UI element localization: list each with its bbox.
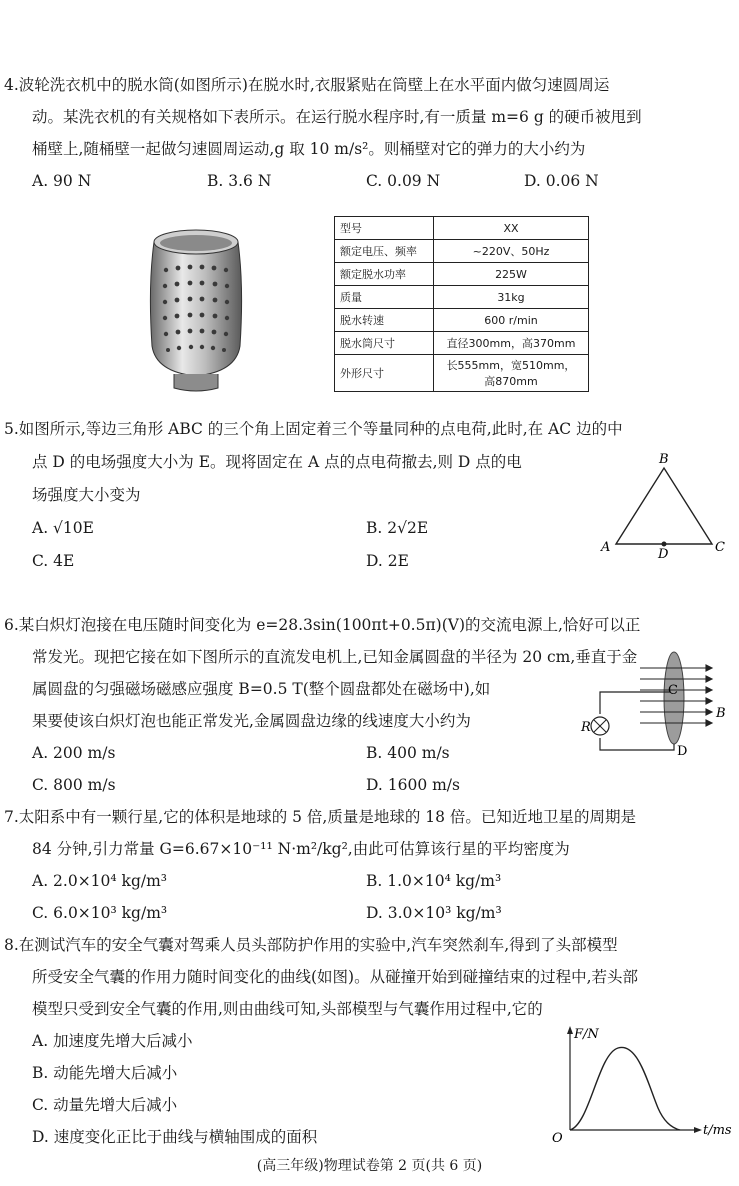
q6-option-b: B. 400 m/s (366, 744, 450, 762)
q8-option-c: C. 动量先增大后减小 (32, 1096, 178, 1114)
spec-key: 额定脱水功率 (335, 263, 434, 286)
q8-line-3: 模型只受到安全气囊的作用,则由曲线可知,头部模型与气囊作用过程中,它的 (32, 1000, 543, 1018)
metal-disk (664, 652, 684, 744)
q8-option-d: D. 速度变化正比于曲线与横轴围成的面积 (32, 1128, 318, 1146)
q7-option-a: A. 2.0×10⁴ kg/m³ (32, 872, 167, 890)
table-row (335, 217, 589, 240)
q5-option-b: B. 2√2E (366, 519, 429, 537)
y-axis-label: F/N (574, 1027, 599, 1042)
label-b: B (716, 706, 726, 721)
q6-option-a: A. 200 m/s (32, 744, 116, 762)
q5-line-2: 点 D 的电场强度大小为 E。现将固定在 A 点的点电荷撤去,则 D 点的电 (32, 453, 522, 471)
x-axis-label: t/ms (703, 1123, 732, 1138)
spec-value-line-2: 高870mm (484, 375, 538, 388)
q7-line-1: 7.太阳系中有一颗行星,它的体积是地球的 5 倍,质量是地球的 18 倍。已知近地卫星的周期是 (4, 808, 636, 826)
generator-figure (578, 648, 736, 760)
spec-value: ~220V、50Hz (434, 240, 589, 263)
spec-value: XX (434, 217, 589, 240)
spec-key: 质量 (335, 286, 434, 309)
q4-line-1: 4.波轮洗衣机中的脱水筒(如图所示)在脱水时,衣服紧贴在筒壁上在水平面内做匀速圆周运 (4, 76, 610, 94)
spec-key: 外形尺寸 (335, 355, 434, 392)
q6-line-4: 果要使该白炽灯泡也能正常发光,金属圆盘边缘的线速度大小约为 (32, 712, 471, 730)
table-row (335, 355, 589, 392)
spec-value: 31kg (434, 286, 589, 309)
q5-line-3: 场强度大小变为 (32, 486, 141, 504)
q4-line-3: 桶壁上,随桶壁一起做匀速圆周运动,g 取 10 m/s²。则桶壁对它的弹力的大小约为 (32, 140, 586, 158)
table-row (335, 240, 589, 263)
spec-key: 型号 (335, 217, 434, 240)
table-row (335, 332, 589, 355)
q5-option-a: A. √10E (32, 519, 94, 537)
spec-key: 脱水筒尺寸 (335, 332, 434, 355)
q6-line-3: 属圆盘的匀强磁场磁感应强度 B=0.5 T(整个圆盘都处在磁场中),如 (32, 680, 491, 698)
q7-line-2: 84 分钟,引力常量 G=6.67×10⁻¹¹ N·m²/kg²,由此可估算该行星的平均密度为 (32, 840, 570, 858)
q4-option-c: C. 0.09 N (366, 172, 441, 190)
q7-option-b: B. 1.0×10⁴ kg/m³ (366, 872, 502, 890)
label-a: A (601, 540, 611, 555)
q5-line-1: 5.如图所示,等边三角形 ABC 的三个角上固定着三个等量同种的点电荷,此时,在 AC 边的中 (4, 420, 623, 438)
q7-option-d: D. 3.0×10³ kg/m³ (366, 904, 502, 922)
spec-key: 脱水转速 (335, 309, 434, 332)
q4-option-a: A. 90 N (32, 172, 92, 190)
page-footer: (高三年级)物理试卷第 2 页(共 6 页) (256, 1158, 483, 1174)
x-axis-arrow (694, 1127, 702, 1133)
label-b: B (659, 452, 669, 467)
label-c: C (715, 540, 725, 555)
table-row (335, 309, 589, 332)
wire-bottom (600, 738, 674, 750)
point-d (662, 542, 667, 547)
q4-option-d: D. 0.06 N (524, 172, 599, 190)
q4-option-b: B. 3.6 N (207, 172, 272, 190)
q8-option-b: B. 动能先增大后减小 (32, 1064, 178, 1082)
q6-line-2: 常发光。现把它接在如下图所示的直流发电机上,已知金属圆盘的半径为 20 cm,垂直于金 (32, 648, 638, 666)
triangle-abc (616, 468, 712, 544)
spec-value: 600 r/min (434, 309, 589, 332)
q5-option-c: C. 4E (32, 552, 75, 570)
spec-key: 额定电压、频率 (335, 240, 434, 263)
triangle-figure (598, 450, 734, 562)
q7-option-c: C. 6.0×10³ kg/m³ (32, 904, 168, 922)
q6-line-1: 6.某白炽灯泡接在电压随时间变化为 e=28.3sin(100πt+0.5π)(V)的交流电源上,恰好可以正 (4, 616, 641, 634)
q5-option-d: D. 2E (366, 552, 409, 570)
origin-label: O (552, 1131, 563, 1144)
table-row (335, 286, 589, 309)
spec-value (434, 355, 589, 392)
spec-table (334, 216, 589, 392)
spin-drum-image (146, 226, 246, 392)
q6-option-c: C. 800 m/s (32, 776, 116, 794)
q6-option-d: D. 1600 m/s (366, 776, 460, 794)
force-time-graph (546, 1024, 732, 1144)
lamp-icon (591, 717, 609, 735)
spec-value-line-1: 长555mm，宽510mm， (446, 359, 576, 372)
wire-top (600, 692, 670, 714)
y-axis-arrow (567, 1026, 573, 1034)
label-d: D (677, 744, 688, 759)
label-c: C (668, 683, 678, 698)
table-row (335, 263, 589, 286)
q8-line-1: 8.在测试汽车的安全气囊对驾乘人员头部防护作用的实验中,汽车突然刹车,得到了头部模型 (4, 936, 618, 954)
q8-line-2: 所受安全气囊的作用力随时间变化的曲线(如图)。从碰撞开始到碰撞结束的过程中,若头部 (32, 968, 639, 986)
spec-value: 直径300mm，高370mm (434, 332, 589, 355)
label-r: R (581, 720, 591, 735)
q8-option-a: A. 加速度先增大后减小 (32, 1032, 193, 1050)
force-curve (570, 1047, 680, 1130)
spec-value: 225W (434, 263, 589, 286)
q4-line-2: 动。某洗衣机的有关规格如下表所示。在运行脱水程序时,有一质量 m=6 g 的硬币被甩到 (32, 108, 642, 126)
label-d: D (658, 547, 669, 562)
